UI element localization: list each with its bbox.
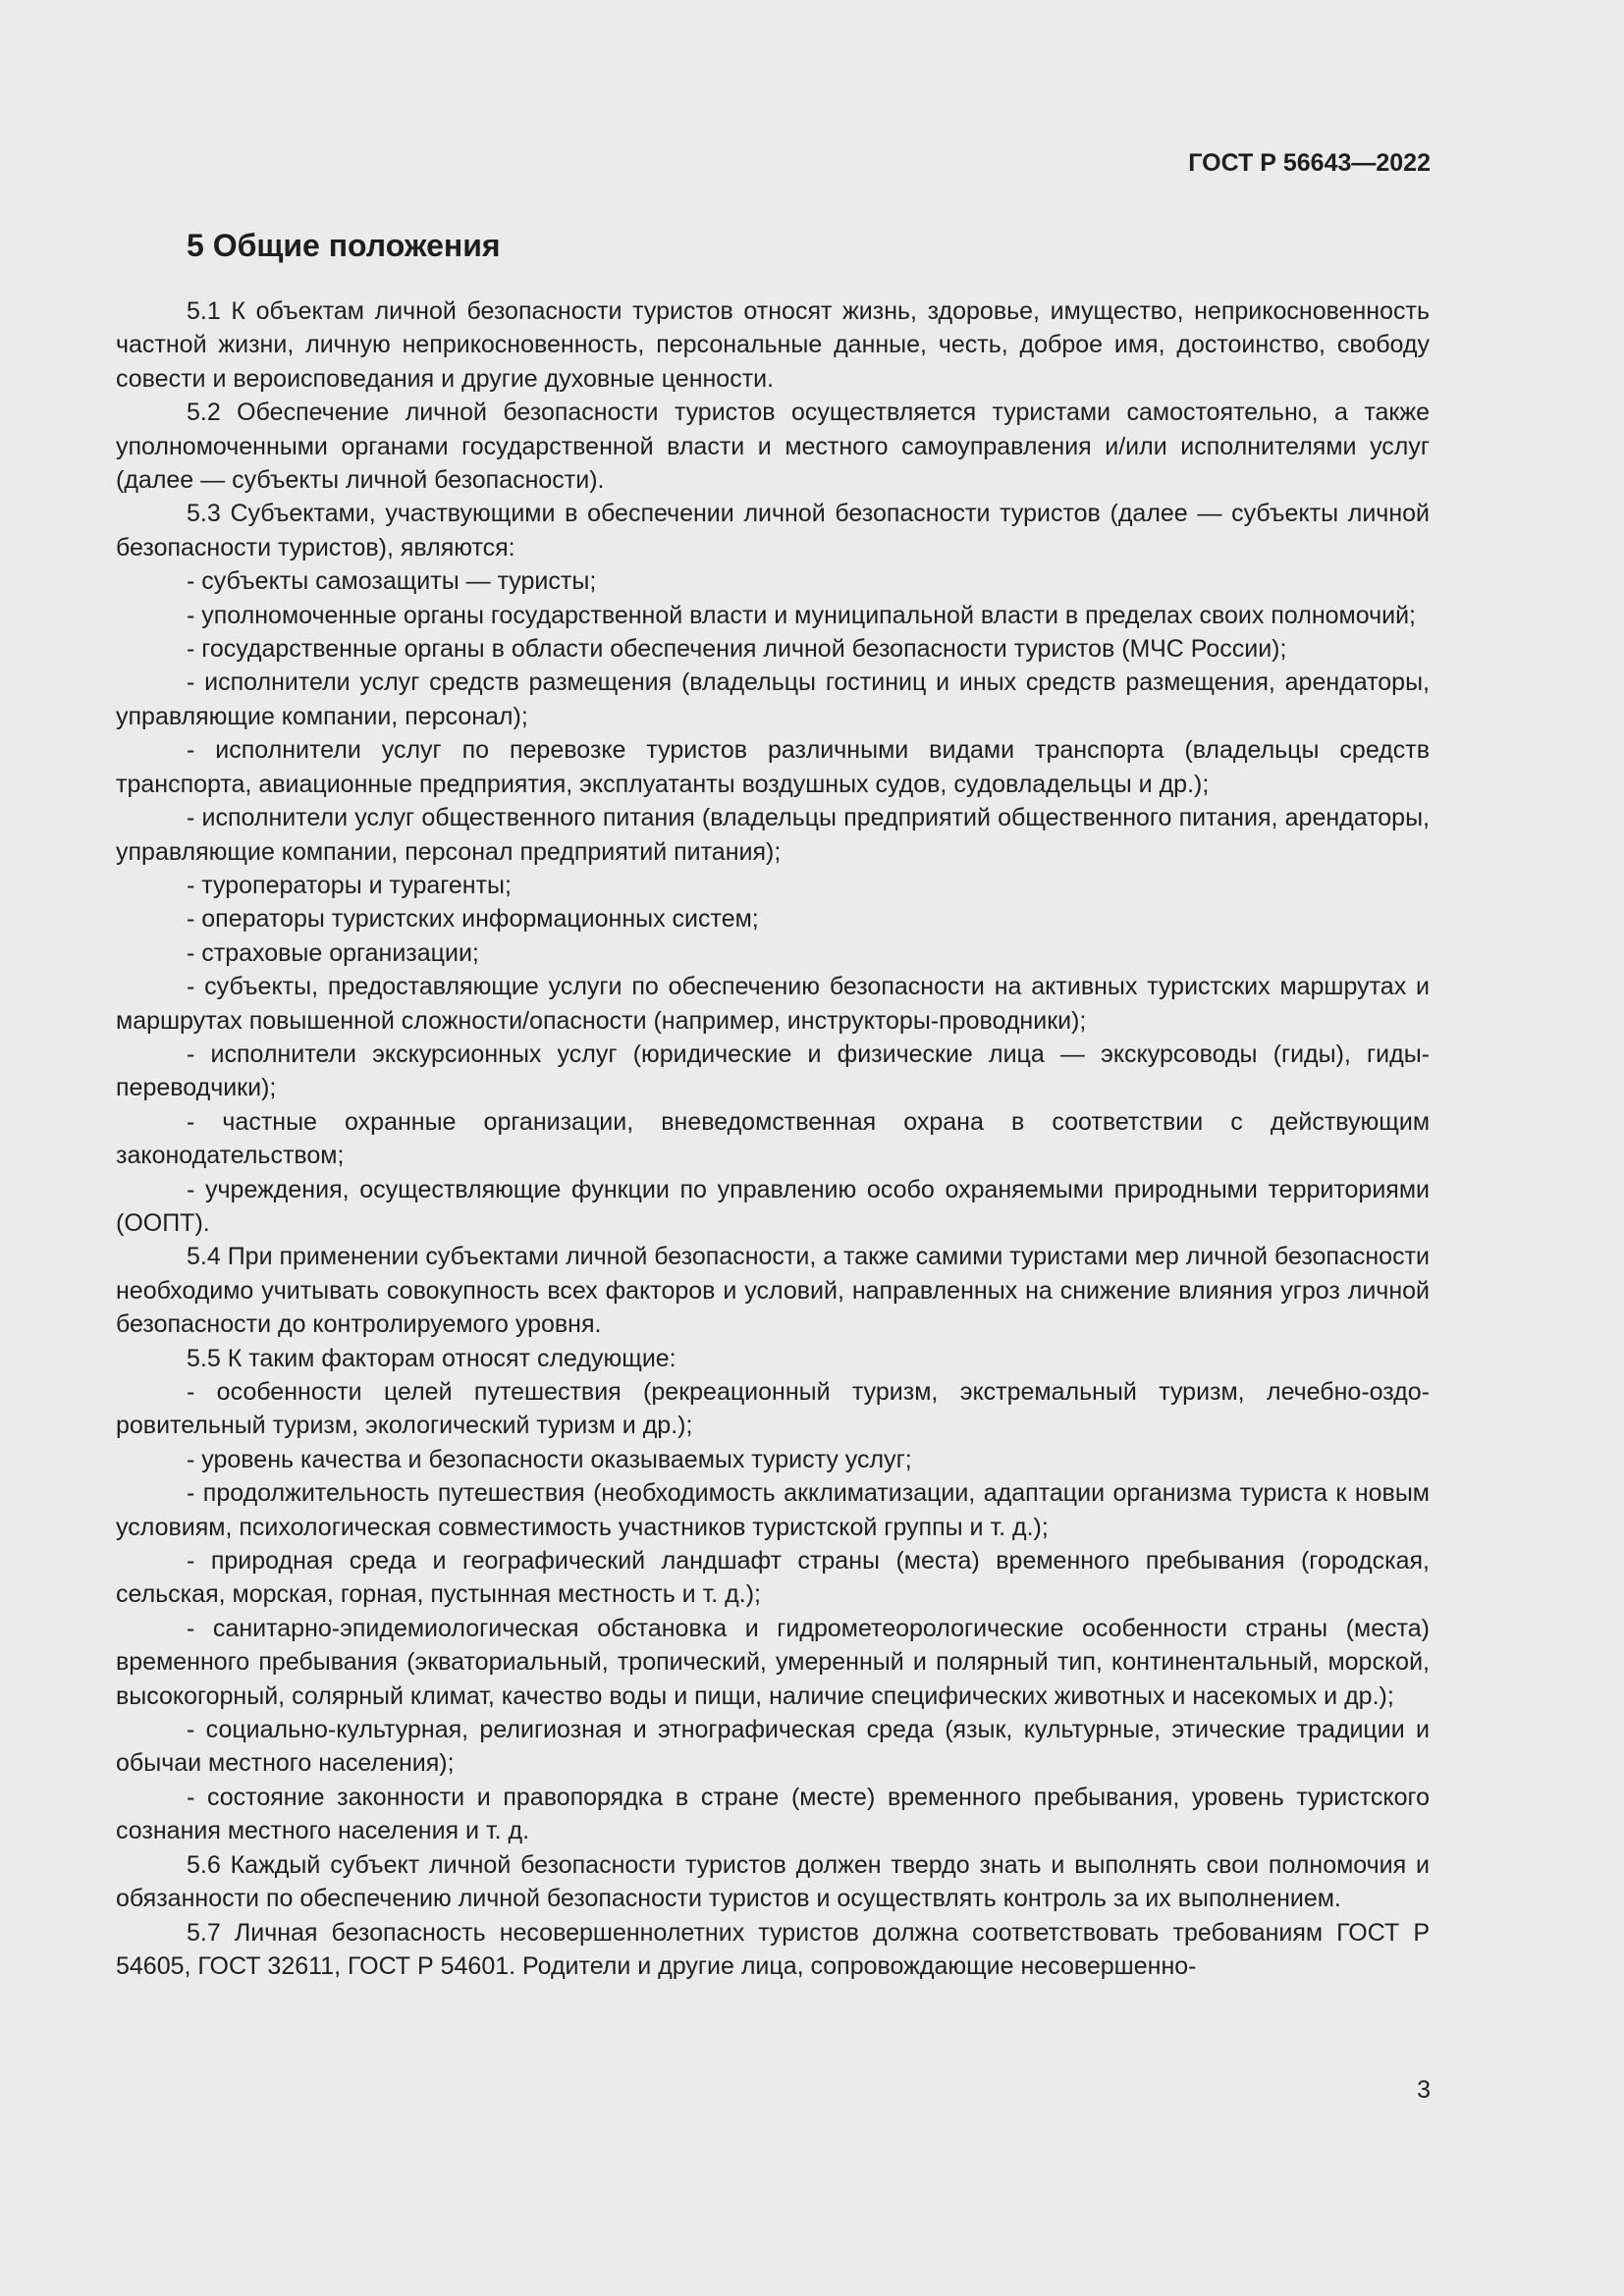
paragraph: - субъекты самозащиты — туристы; bbox=[187, 567, 597, 596]
paragraph: - особенности целей путешествия (рекреационный туризм, экстремальный туризм, лечебно-оздоровительный туризм, экологический туризм и др.); bbox=[116, 1378, 1430, 1440]
paragraph: - частные охранные организации, вневедомственная охрана в соответствии с действующим законодательством; bbox=[116, 1107, 1430, 1170]
paragraph: 5.2 Обеспечение личной безопасности туристов осуществляется туристами самостоятельно, а также уполномоченными органами государственной власти и местного самоуправления и/или исполнителями услуг (далее — субъекты личной безопасности). bbox=[116, 399, 1430, 495]
paragraph: - исполнители услуг средств размещения (владельцы гостиниц и иных средств размещения, арендаторы, управляющие компании, персонал); bbox=[116, 668, 1430, 730]
paragraph: - продолжительность путешествия (необходимость акклиматизации, адаптации организма туриста к новым условиям, психологическая совместимость участников туристской группы и т. д.); bbox=[116, 1479, 1430, 1541]
document-code-header: ГОСТ Р 56643—2022 bbox=[1188, 149, 1431, 177]
paragraph: - исполнители экскурсионных услуг (юридические и физические лица — экскурсоводы (гиды), гиды-переводчики); bbox=[116, 1040, 1430, 1102]
paragraph: - государственные органы в области обеспечения личной безопасности туристов (МЧС России); bbox=[187, 635, 1287, 664]
paragraph: 5.5 К таким факторам относят следующие: bbox=[187, 1344, 677, 1372]
section-title: 5 Общие положения bbox=[187, 228, 501, 263]
paragraph: - уровень качества и безопасности оказываемых туристу услуг; bbox=[187, 1445, 912, 1473]
paragraph: - природная среда и географический ландшафт страны (места) временного пребывания (городская, сельская, морская, горная, пустынная местность и т. д.); bbox=[116, 1547, 1430, 1609]
paragraph: - исполнители услуг по перевозке туристов различными видами транспорта (владельцы средств транспорта, авиационные предприятия, эксплуатанты воздушных судов, судовладельцы и др.); bbox=[116, 736, 1430, 798]
paragraph: - учреждения, осуществляющие функции по управлению особо охраняемыми природными территориями (ООПТ). bbox=[116, 1175, 1430, 1237]
document-body bbox=[116, 224, 1430, 1983]
paragraph: - санитарно-эпидемиологическая обстановка и гидрометеорологические особенности страны (места) временного пребывания (экваториальный, тропический, умеренный и полярный тип, континентальный, морской, высокогорный, солярный климат, качество воды и пищи, наличие специфических животных и насекомых и др.); bbox=[116, 1614, 1430, 1710]
paragraph: - субъекты, предоставляющие услуги по обеспечению безопасности на активных туристских маршрутах и маршрутах повышенной сложности/опасности (например, инструкторы-проводники); bbox=[116, 973, 1430, 1035]
paragraph: - страховые организации; bbox=[187, 938, 479, 967]
paragraph: - операторы туристских информационных систем; bbox=[187, 905, 759, 934]
paragraph: 5.7 Личная безопасность несовершеннолетних туристов должна соответствовать требованиям ГОСТ Р 54605, ГОСТ 32611, ГОСТ Р 54601. Родители и другие лица, сопровождающие несовершенно- bbox=[116, 1918, 1430, 1980]
paragraph: - уполномоченные органы государственной власти и муниципальной власти в пределах своих полномочий; bbox=[187, 601, 1416, 629]
paragraph: - исполнители услуг общественного питания (владельцы предприятий общественного питания, арендаторы, управляющие компании, персонал предприятий питания); bbox=[116, 804, 1430, 866]
paragraph: 5.3 Субъектами, участвующими в обеспечении личной безопасности туристов (далее — субъекты личной безопасности туристов), являются: bbox=[116, 500, 1430, 561]
paragraph: - состояние законности и правопорядка в стране (месте) временного пребывания, уровень туристского сознания местного населения и т. д. bbox=[116, 1783, 1430, 1845]
paragraph: 5.4 При применении субъектами личной безопасности, а также самими туристами мер личной безопасности необходимо учитывать совокупность всех факторов и условий, направленных на снижение влияния угроз личной безопасности до контролируемого уровня. bbox=[116, 1243, 1430, 1339]
paragraph: 5.1 К объектам личной безопасности туристов относят жизнь, здоровье, имущество, неприкосновенность частной жизни, личную неприкосновенность, персональные данные, честь, доброе имя, достоинство, свободу совести и вероисповедания и другие духовные ценности. bbox=[116, 297, 1430, 393]
paragraph: - социально-культурная, религиозная и этнографическая среда (язык, культурные, этические традиции и обычаи местного населения); bbox=[116, 1716, 1430, 1778]
paragraph: - туроператоры и турагенты; bbox=[187, 871, 512, 899]
page-number: 3 bbox=[1417, 2076, 1431, 2104]
paragraph: 5.6 Каждый субъект личной безопасности туристов должен твердо знать и выполнять свои полномочия и обязанности по обеспечению личной безопасности туристов и осуществлять контроль за их выполнением. bbox=[116, 1850, 1430, 1913]
paragraph-list bbox=[116, 294, 1430, 1983]
